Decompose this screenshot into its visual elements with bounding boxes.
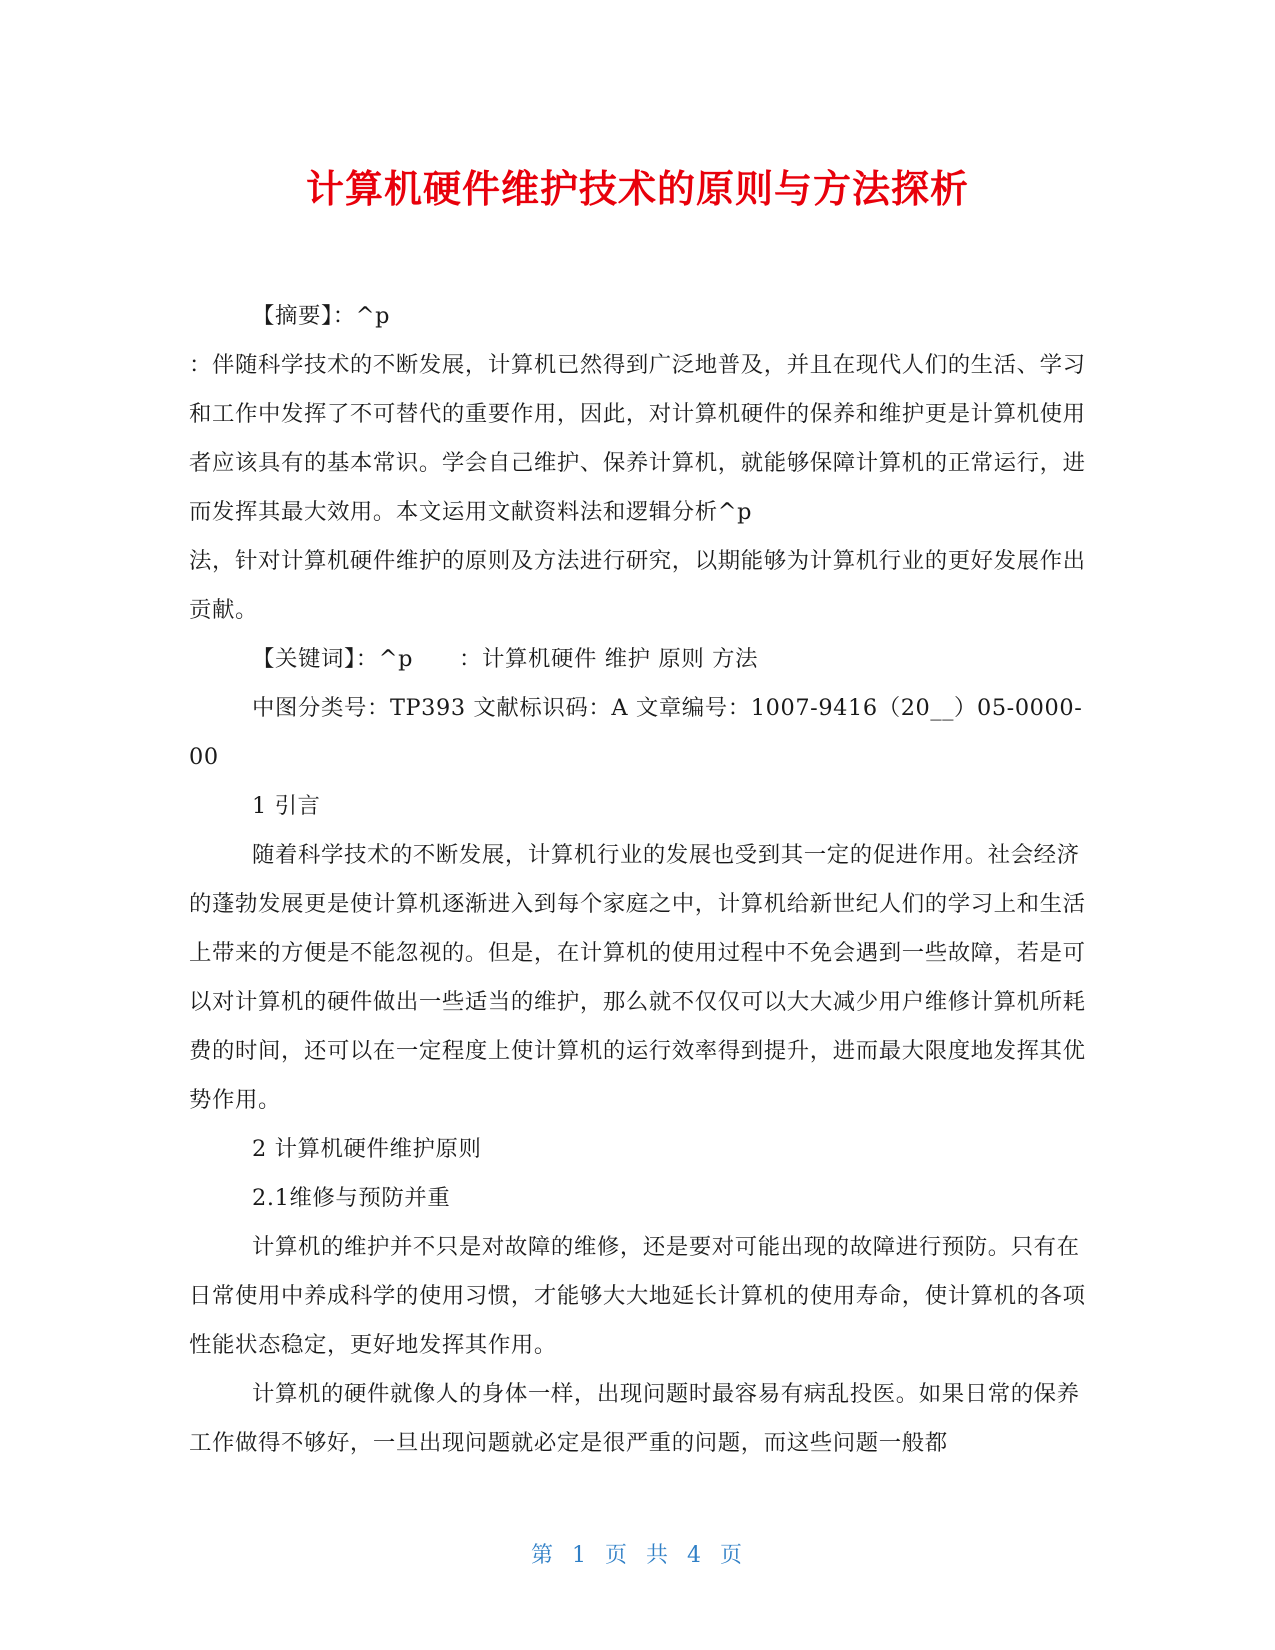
abstract-text-continued: 法，针对计算机硬件维护的原则及方法进行研究，以期能够为计算机行业的更好发展作出贡献。 bbox=[189, 548, 1086, 623]
footer-page-word: 第 bbox=[530, 1543, 555, 1568]
section-heading-principles: 2 计算机硬件维护原则 bbox=[252, 1136, 482, 1162]
abstract-label: 【摘要】：^p bbox=[252, 303, 391, 329]
introduction-paragraph: 随着科学技术的不断发展，计算机行业的发展也受到其一定的促进作用。社会经济的蓬勃发展更是使计算机逐渐进入到每个家庭之中，计算机给新世纪人们的学习上和生活上带来的方便是不能忽视的。但是，在计算机的使用过程中不免会遇到一些故障，若是可以对计算机的硬件做出一些适当的维护，那么就不仅仅可以大大减少用户维修计算机所耗费的时间，还可以在一定程度上使计算机的运行效率得到提升，进而最大限度地发挥其优势作用。 bbox=[189, 842, 1086, 1113]
abstract-text: ：伴随科学技术的不断发展，计算机已然得到广泛地普及，并且在现代人们的生活、学习和工作中发挥了不可替代的重要作用，因此，对计算机硬件的保养和维护更是计算机使用者应该具有的基本常识。学会自己维护、保养计算机，就能够保障计算机的正常运行，进而发挥其最大效用。本文运用文献资料法和逻辑分析^p bbox=[189, 352, 1086, 525]
footer-page-word: 页 bbox=[604, 1543, 629, 1568]
subsection-heading-2-1: 2.1维修与预防并重 bbox=[252, 1185, 451, 1211]
body-paragraph: 计算机的维护并不只是对故障的维修，还是要对可能出现的故障进行预防。只有在日常使用中养成科学的使用习惯，才能够大大地延长计算机的使用寿命，使计算机的各项性能状态稳定，更好地发挥其作用。 bbox=[189, 1234, 1086, 1358]
document-title: 计算机硬件维护技术的原则与方法探析 bbox=[305, 167, 969, 211]
section-heading-introduction: 1 引言 bbox=[252, 793, 321, 819]
body-paragraph: 计算机的硬件就像人的身体一样，出现问题时最容易有病乱投医。如果日常的保养工作做得不够好，一旦出现问题就必定是很严重的问题，而这些问题一般都 bbox=[189, 1381, 1080, 1456]
footer-total-word: 共 bbox=[646, 1543, 671, 1568]
footer-current-page: 1 bbox=[571, 1543, 588, 1568]
keywords: 【关键词】：^p ：计算机硬件 维护 原则 方法 bbox=[252, 646, 759, 672]
footer-page-word: 页 bbox=[720, 1543, 745, 1568]
document-body bbox=[189, 292, 1089, 1468]
classification-info: 中图分类号：TP393 文献标识码：A 文章编号：1007-9416（20__）05-0000-00 bbox=[189, 695, 1083, 770]
footer-total-pages: 4 bbox=[687, 1543, 704, 1568]
page-footer bbox=[0, 1538, 1275, 1569]
